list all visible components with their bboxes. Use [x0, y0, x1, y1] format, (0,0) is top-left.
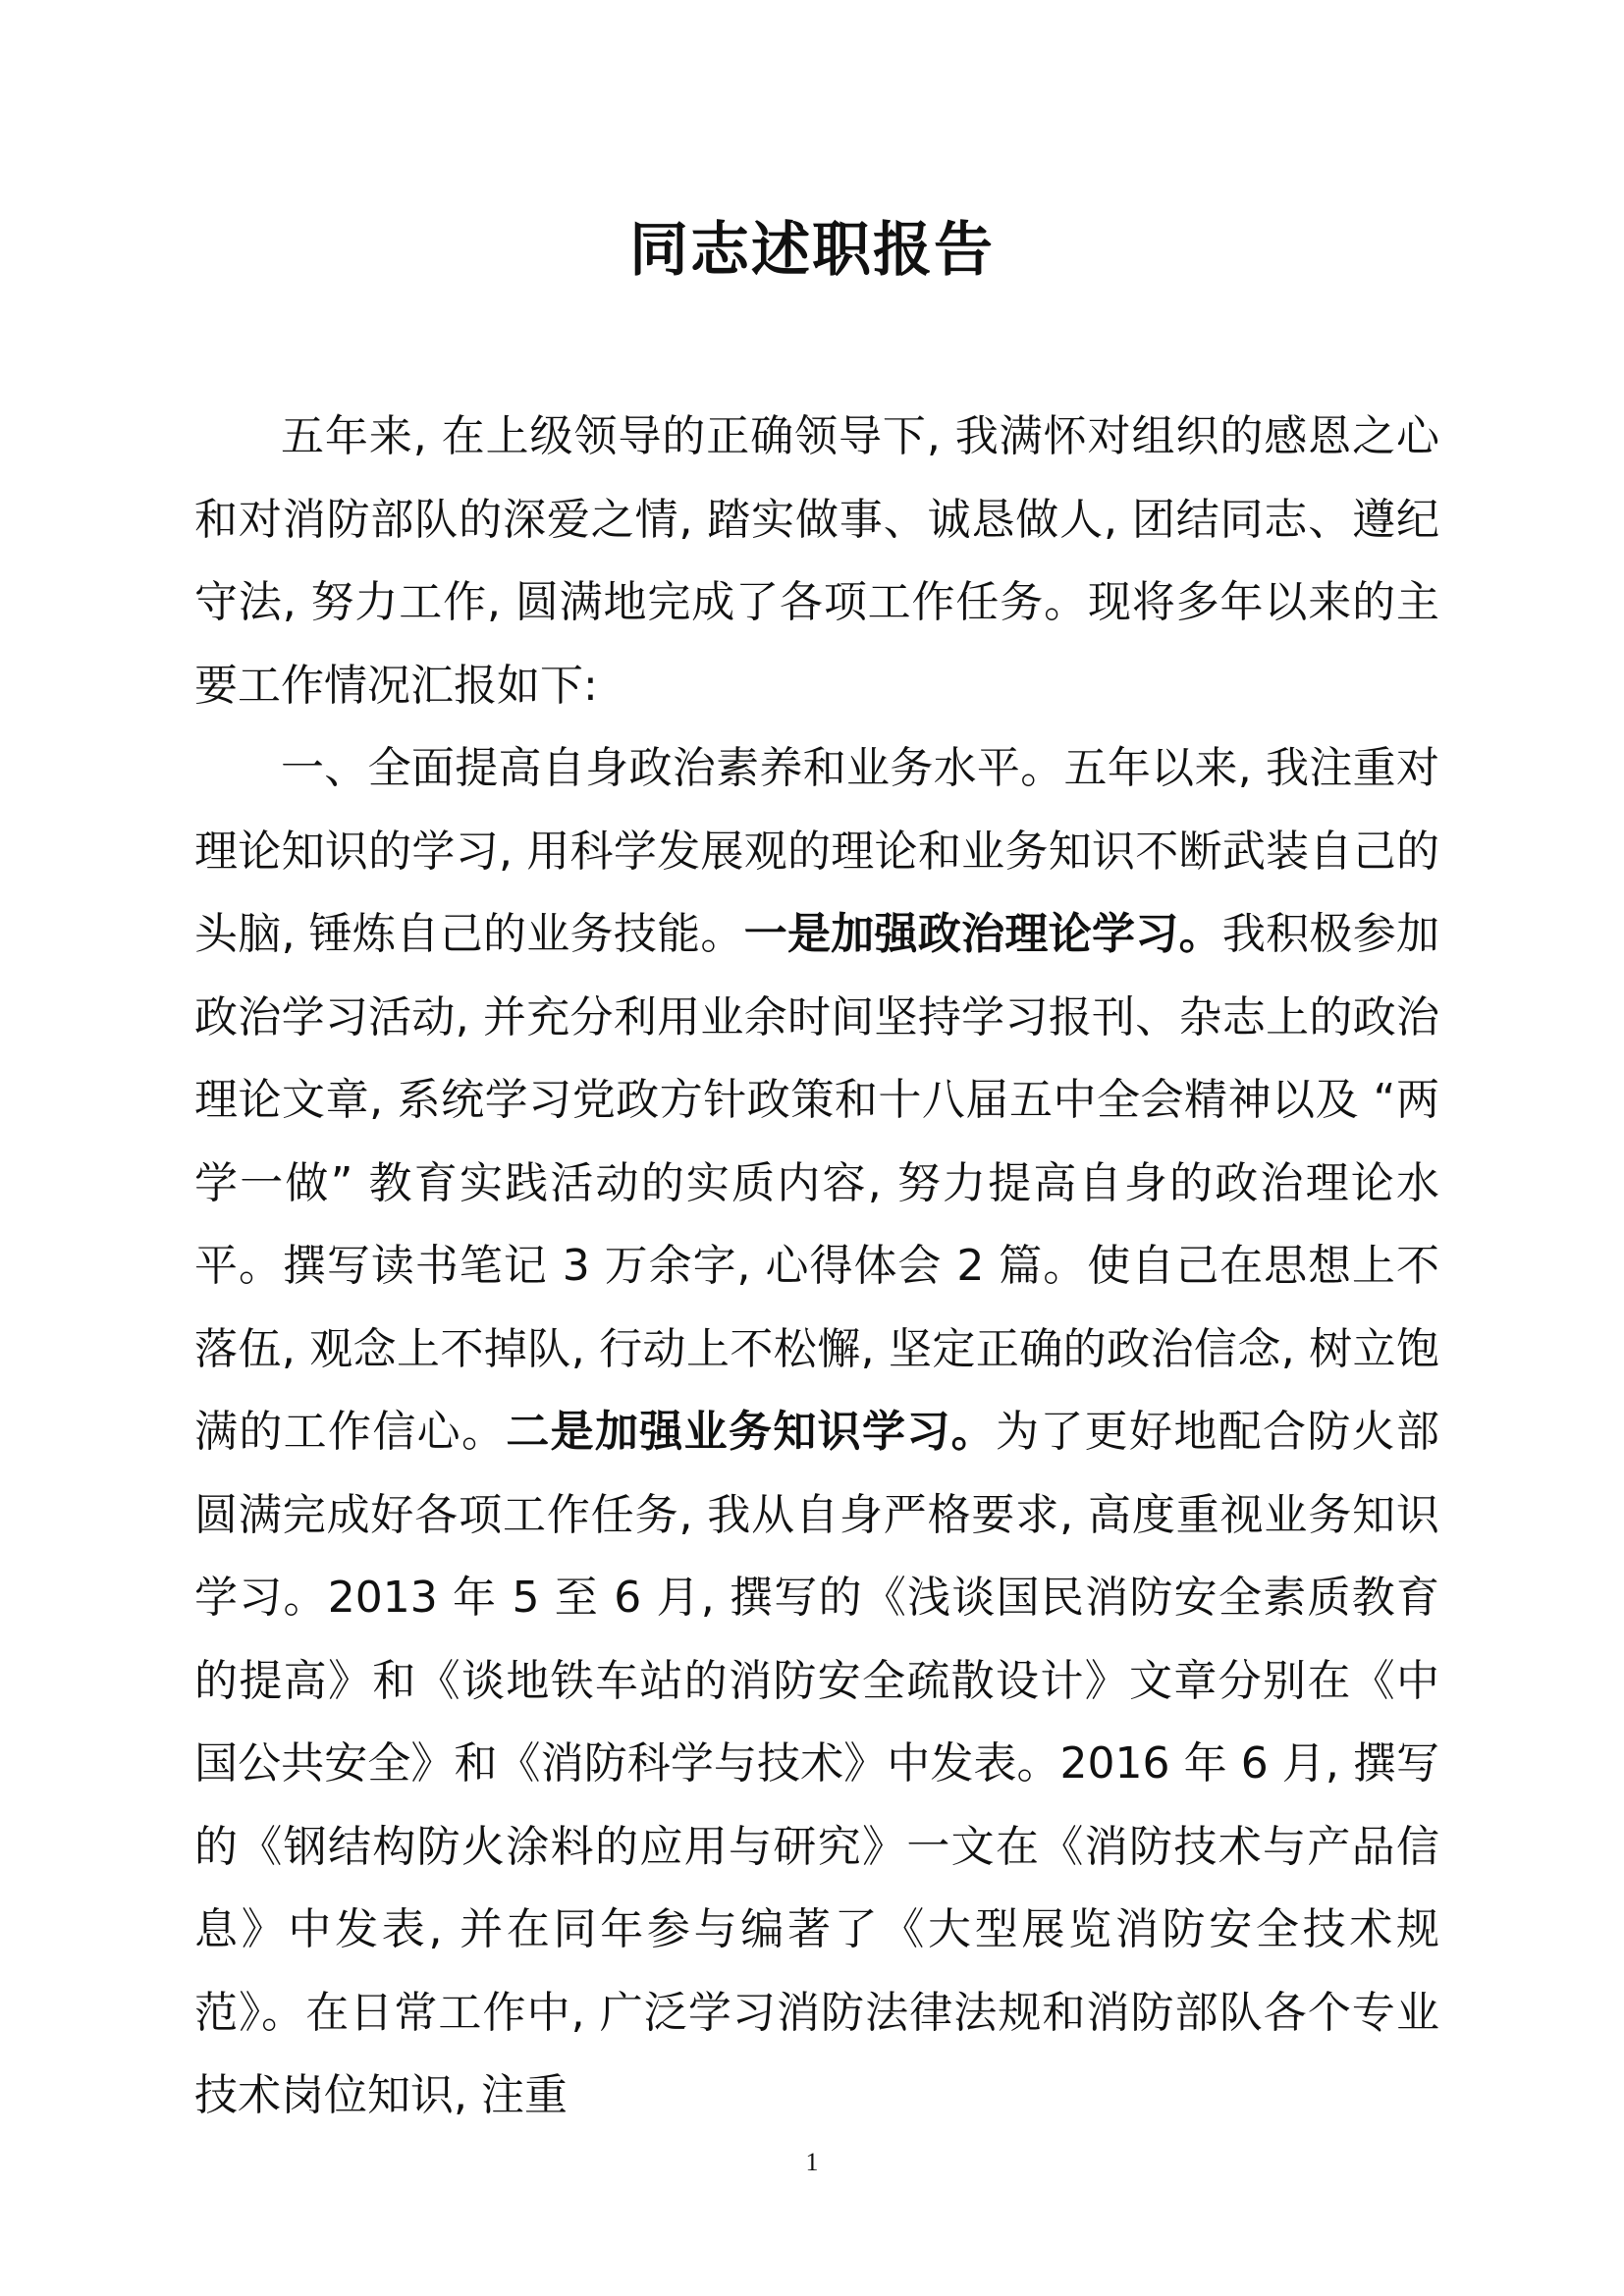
- paragraph-text: 我积极参加政治学习活动, 并充分利用业余时间坚持学习报刊、杂志上的政治理论文章, 系统学习党政方针政策和十八届五中全会精神以及 “两学一做” 教育实践活动的实质内容, 努力提高自身的政治理论水平。撰写读书笔记 3 万余字, 心得体会 2 篇。使自己在思想上不落伍, 观念上不掉队, 行动上不松懈, 坚定正确的政治信念, 树立饱满的工作信心。: [194, 909, 1440, 1457]
- bold-heading-political-study: 一是加强政治理论学习。: [743, 909, 1222, 959]
- page-number: 1: [805, 2148, 819, 2176]
- document-body: [194, 396, 1439, 2138]
- paragraph-text: 一、全面提高自身政治素养和业务水平。五年以来, 我注重对理论知识的学习, 用科学发展观的理论和业务知识不断武装自己的头脑, 锤炼自己的业务技能。: [194, 743, 1439, 959]
- paragraph-text: 为了更好地配合防火部圆满完成好各项工作任务, 我从自身严格要求, 高度重视业务知识学习。2013 年 5 至 6 月, 撰写的《浅谈国民消防安全素质教育的提高》和《谈地铁车站的消防安全疏散设计》文章分别在《中国公共安全》和《消防科学与技术》中发表。2016 年 6 月, 撰写的《钢结构防火涂料的应用与研究》一文在《消防技术与产品信息》中发表, 并在同年参与编著了《大型展览消防安全技术规范》。在日常工作中, 广泛学习消防法律法规和消防部队各个专业技术岗位知识, 注重: [194, 1407, 1440, 2120]
- bold-heading-professional-study: 二是加强业务知识学习。: [506, 1407, 997, 1457]
- paragraph-intro: [194, 396, 1439, 727]
- paragraph-text: 五年来, 在上级领导的正确领导下, 我满怀对组织的感恩之心和对消防部队的深爱之情, 踏实做事、诚恳做人, 团结同志、遵纪守法, 努力工作, 圆满地完成了各项工作任务。现将多年以来的主要工作情况汇报如下:: [194, 411, 1439, 711]
- page-title: 同志述职报告: [629, 216, 995, 285]
- paragraph-section-one: [194, 727, 1439, 2138]
